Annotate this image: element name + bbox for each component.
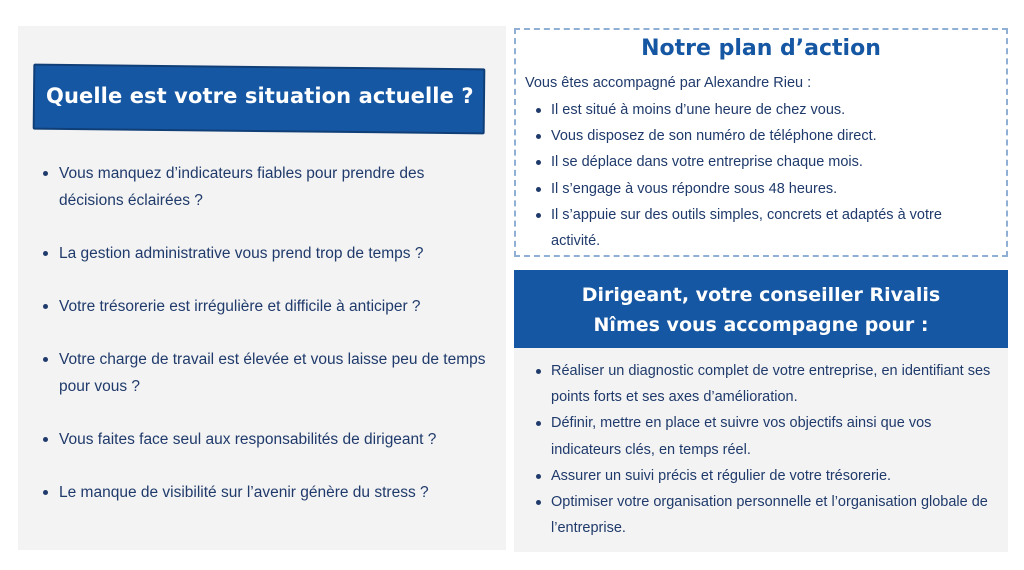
action-plan-item: Il est situé à moins d’une heure de chez vous. — [533, 97, 993, 123]
action-plan-item: Il se déplace dans votre entreprise chaque mois. — [533, 149, 993, 175]
situation-item: Votre charge de travail est élevée et vous laisse peu de temps pour vous ? — [40, 346, 490, 400]
action-plan-intro: Vous êtes accompagné par Alexandre Rieu : — [525, 75, 812, 91]
action-plan-item: Il s’engage à vous répondre sous 48 heures. — [533, 176, 993, 202]
action-plan-title: Notre plan d’action — [641, 36, 881, 61]
advisor-list — [533, 358, 999, 541]
situation-list — [40, 160, 490, 532]
situation-title: Quelle est votre situation actuelle ? — [46, 84, 474, 108]
situation-item: Votre trésorerie est irrégulière et difficile à anticiper ? — [40, 293, 490, 320]
advisor-item: Réaliser un diagnostic complet de votre entreprise, en identifiant ses points forts et ses axes d’amélioration. — [533, 358, 999, 410]
action-plan-item: Il s’appuie sur des outils simples, concrets et adaptés à votre activité. — [533, 202, 993, 254]
advisor-item: Optimiser votre organisation personnelle et l’organisation globale de l’entreprise. — [533, 489, 999, 541]
situation-item: Vous manquez d’indicateurs fiables pour prendre des décisions éclairées ? — [40, 160, 490, 214]
advisor-title-line1: Dirigeant, votre conseiller Rivalis — [581, 284, 941, 306]
advisor-title-line2: Nîmes vous accompagne pour : — [593, 314, 929, 336]
action-plan-item: Vous disposez de son numéro de téléphone direct. — [533, 123, 993, 149]
action-plan-list — [533, 97, 993, 254]
advisor-title — [514, 280, 1008, 340]
advisor-item: Définir, mettre en place et suivre vos objectifs ainsi que vos indicateurs clés, en temps réel. — [533, 410, 999, 462]
situation-item: La gestion administrative vous prend trop de temps ? — [40, 240, 490, 267]
advisor-item: Assurer un suivi précis et régulier de votre trésorerie. — [533, 463, 999, 489]
situation-item: Le manque de visibilité sur l’avenir génère du stress ? — [40, 479, 490, 506]
situation-item: Vous faites face seul aux responsabilités de dirigeant ? — [40, 426, 490, 453]
